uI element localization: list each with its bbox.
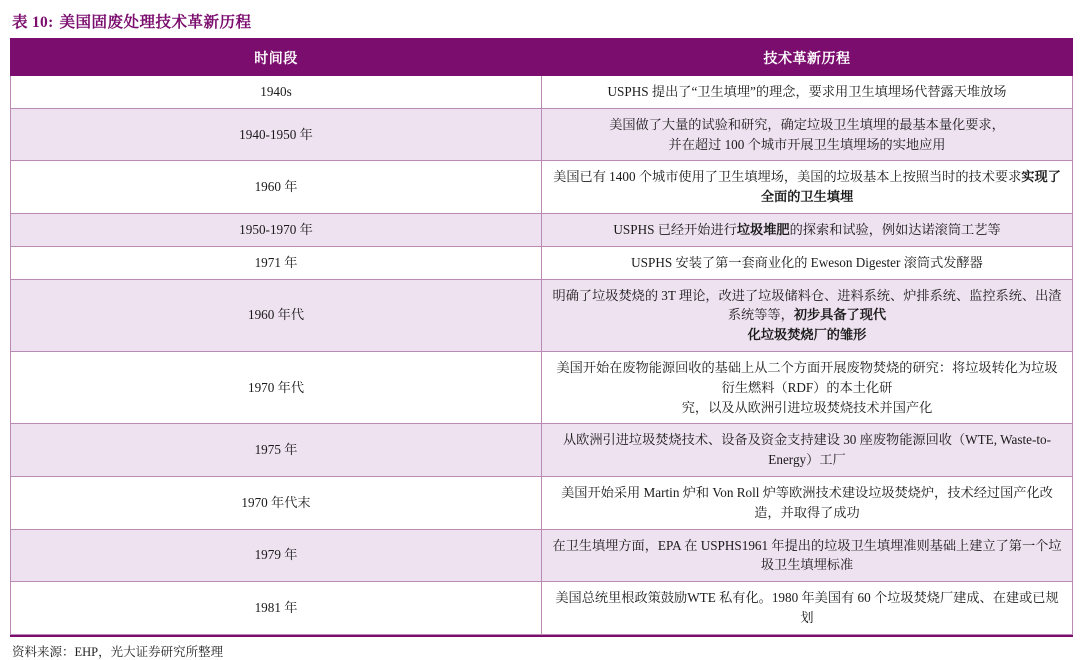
table-row bbox=[11, 476, 1073, 529]
table-body bbox=[11, 76, 1073, 635]
table-row bbox=[11, 279, 1073, 351]
table-row bbox=[11, 424, 1073, 477]
source-note: 资料来源：EHP，光大证券研究所整理 bbox=[12, 644, 224, 659]
cell-period: 1970 年代 bbox=[11, 351, 542, 423]
tech-innovation-table bbox=[10, 40, 1073, 635]
plain-text: USPHS 已经开始进行 bbox=[613, 221, 737, 237]
column-header-description: 技术革新历程 bbox=[542, 41, 1073, 76]
cell-period: 1971 年 bbox=[11, 246, 542, 279]
table-row bbox=[11, 582, 1073, 635]
cell-description bbox=[542, 161, 1073, 214]
column-header-period: 时间段 bbox=[11, 41, 542, 76]
cell-period: 1960 年 bbox=[11, 161, 542, 214]
plain-text: 在卫生填埋方面，EPA 在 USPHS1961 年提出的垃圾卫生填埋准则基础上建立了第一个垃圾卫生填埋标准 bbox=[552, 537, 1062, 573]
cell-description bbox=[542, 476, 1073, 529]
cell-description bbox=[542, 582, 1073, 635]
table-row bbox=[11, 213, 1073, 246]
table-title-label: 表 10: bbox=[12, 14, 54, 31]
emphasis-text: 垃圾堆肥 bbox=[736, 221, 790, 237]
table-row bbox=[11, 351, 1073, 423]
plain-text: 明确了垃圾焚烧的 3T 理论，改进了垃圾储料仓、进料系统、炉排系统、监控系统、出渣系统等等， bbox=[552, 287, 1062, 323]
cell-period: 1975 年 bbox=[11, 424, 542, 477]
cell-description bbox=[542, 424, 1073, 477]
table-title bbox=[10, 8, 1073, 38]
cell-period: 1979 年 bbox=[11, 529, 542, 582]
plain-text: 究，以及从欧洲引进垃圾焚烧技术并国产化 bbox=[681, 399, 933, 415]
cell-period: 1970 年代末 bbox=[11, 476, 542, 529]
table-row bbox=[11, 246, 1073, 279]
emphasis-text: 初步具备了现代 bbox=[793, 307, 887, 323]
plain-text: 美国开始在废物能源回收的基础上从二个方面开展废物焚烧的研究：将垃圾转化为垃圾衍生燃料（RDF）的本土化研 bbox=[556, 359, 1058, 395]
table-title-text: 美国固废处理技术革新历程 bbox=[59, 14, 252, 31]
cell-description bbox=[542, 108, 1073, 161]
plain-text: 的探索和试验，例如达诺滚筒工艺等 bbox=[789, 221, 1001, 237]
emphasis-text: 实现了全面的卫生填埋 bbox=[760, 169, 1061, 205]
cell-description bbox=[542, 246, 1073, 279]
cell-description bbox=[542, 76, 1073, 109]
plain-text: USPHS 提出了“卫生填埋”的理念，要求用卫生填埋场代替露天堆放场 bbox=[607, 84, 1007, 99]
table-header bbox=[11, 41, 1073, 76]
cell-description bbox=[542, 529, 1073, 582]
cell-description bbox=[542, 279, 1073, 351]
table-row bbox=[11, 76, 1073, 109]
table-header-row bbox=[11, 41, 1073, 76]
cell-period: 1940-1950 年 bbox=[11, 108, 542, 161]
table-row bbox=[11, 108, 1073, 161]
plain-text: 美国开始采用 Martin 炉和 Von Roll 炉等欧洲技术建设垃圾焚烧炉，技术经过国产化改造，并取得了成功 bbox=[561, 484, 1053, 520]
cell-description bbox=[542, 351, 1073, 423]
plain-text: 美国做了大量的试验和研究，确定垃圾卫生填埋的最基本量化要求， bbox=[609, 116, 1005, 132]
emphasis-text: 化垃圾焚烧厂的雏形 bbox=[747, 327, 867, 343]
plain-text: 美国总统里根政策鼓励WTE 私有化。1980 年美国有 60 个垃圾焚烧厂建成、在建或已规划 bbox=[555, 590, 1059, 625]
cell-period: 1940s bbox=[11, 76, 542, 109]
cell-period: 1981 年 bbox=[11, 582, 542, 635]
plain-text: 美国已有 1400 个城市使用了卫生填埋场，美国的垃圾基本上按照当时的技术要求 bbox=[553, 169, 1022, 185]
cell-period: 1960 年代 bbox=[11, 279, 542, 351]
table-row bbox=[11, 529, 1073, 582]
cell-description bbox=[542, 213, 1073, 246]
table-row bbox=[11, 161, 1073, 214]
plain-text: 并在超过 100 个城市开展卫生填埋场的实地应用 bbox=[668, 136, 946, 152]
plain-text: USPHS 安装了第一套商业化的 Eweson Digester 滚筒式发酵器 bbox=[631, 254, 983, 270]
cell-period: 1950-1970 年 bbox=[11, 213, 542, 246]
plain-text: 从欧洲引进垃圾焚烧技术、设备及资金支持建设 30 座废物能源回收（WTE, Waste-to-Energy）工厂 bbox=[562, 432, 1052, 468]
